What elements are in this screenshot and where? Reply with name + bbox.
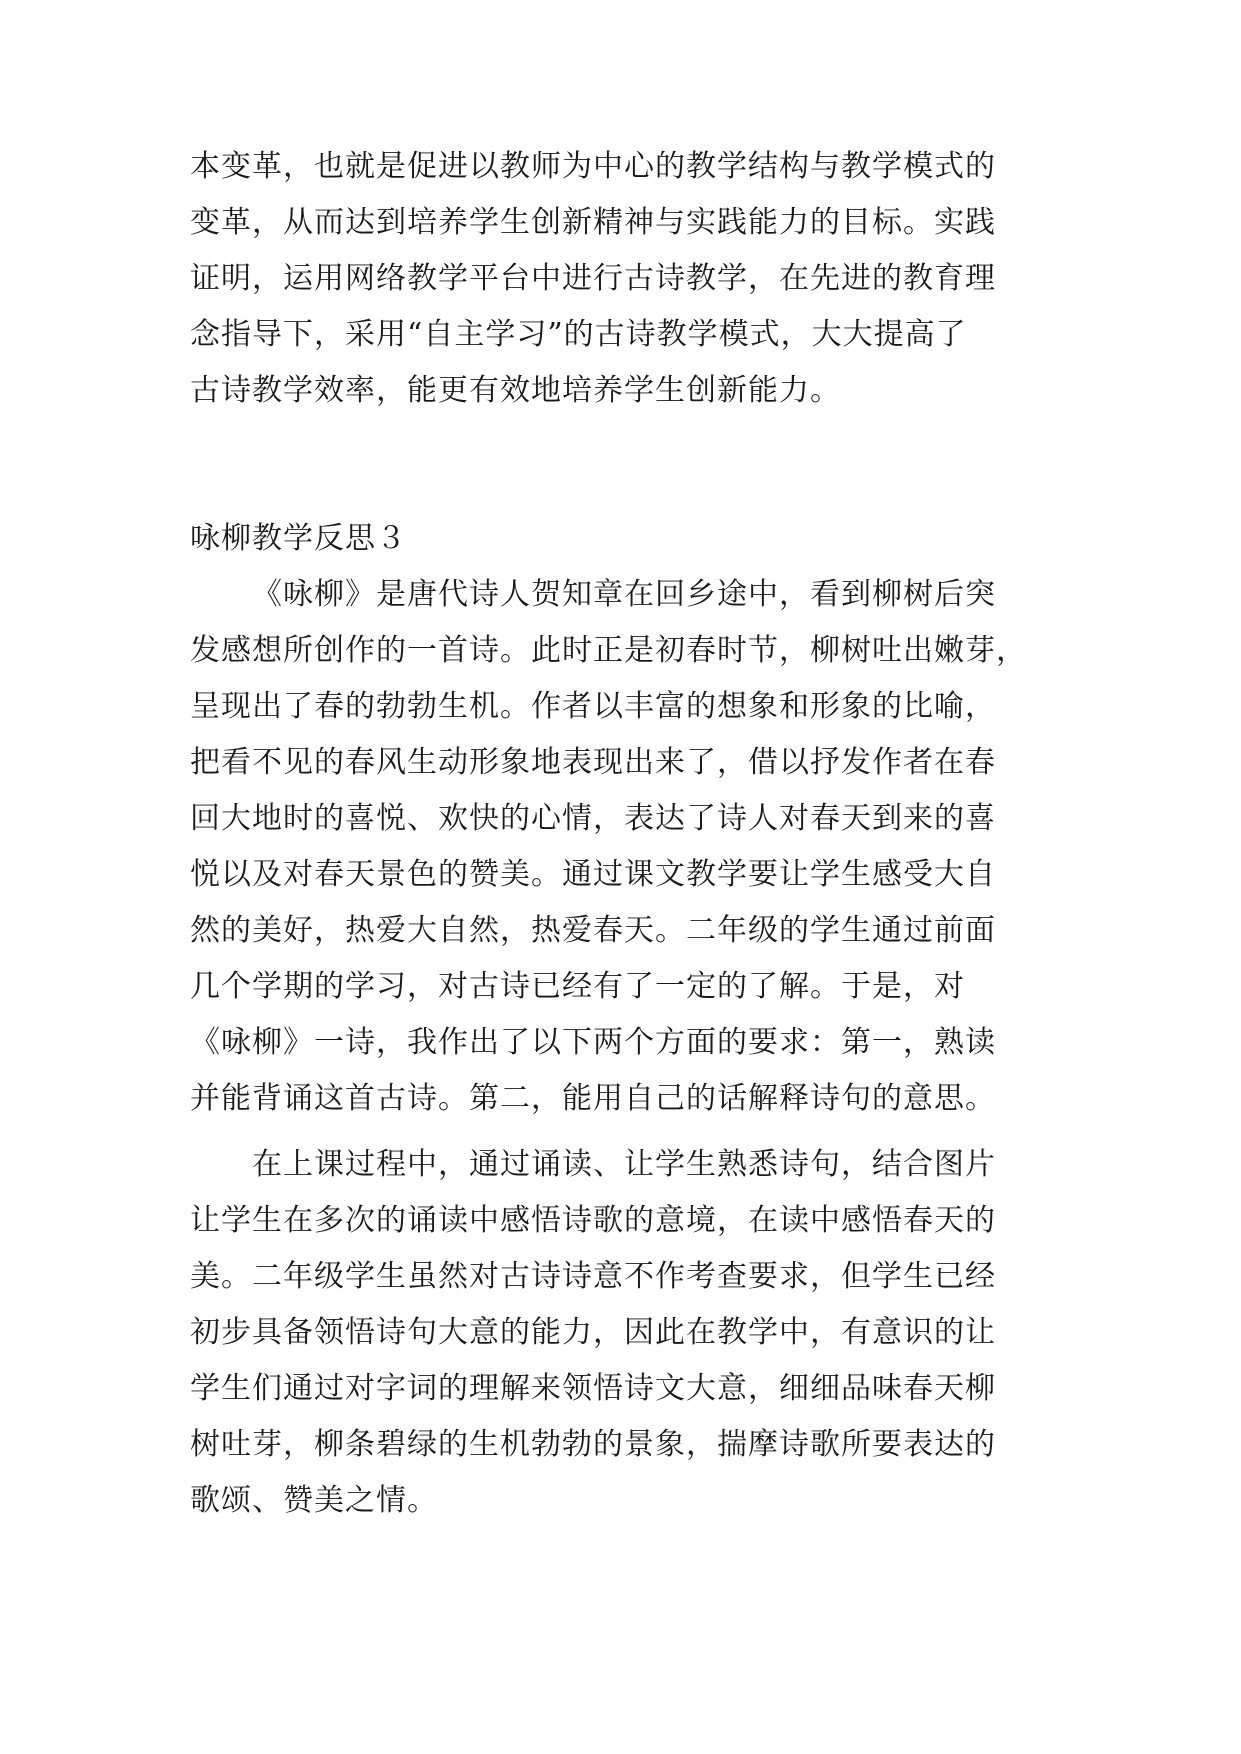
body-text-line: 让学生在多次的诵读中感悟诗歌的意境，在读中感悟春天的 [190, 1203, 996, 1238]
paragraph-first-line: 《咏柳》是唐代诗人贺知章在回乡途中，看到柳树后突 [252, 577, 996, 612]
body-text-line: 呈现出了春的勃勃生机。作者以丰富的想象和形象的比喻， [190, 689, 996, 724]
paragraph-first-line: 在上课过程中，通过诵读、让学生熟悉诗句，结合图片 [252, 1147, 996, 1182]
body-text-line: 《咏柳》一诗，我作出了以下两个方面的要求：第一，熟读 [190, 1025, 996, 1060]
body-text-line: 并能背诵这首古诗。第二，能用自己的话解释诗句的意思。 [190, 1081, 996, 1116]
body-text-line: 美。二年级学生虽然对古诗诗意不作考查要求，但学生已经 [190, 1259, 996, 1294]
body-text-line: 证明，运用网络教学平台中进行古诗教学，在先进的教育理 [190, 261, 996, 296]
body-text-line: 几个学期的学习，对古诗已经有了一定的了解。于是，对 [190, 969, 965, 1004]
body-text-line: 发感想所创作的一首诗。此时正是初春时节，柳树吐出嫩芽， [190, 633, 1027, 668]
body-text-line: 悦以及对春天景色的赞美。通过课文教学要让学生感受大自 [190, 857, 996, 892]
body-text-line: 然的美好，热爱大自然，热爱春天。二年级的学生通过前面 [190, 913, 996, 948]
body-text-line: 古诗教学效率，能更有效地培养学生创新能力。 [190, 373, 841, 408]
body-text-line: 歌颂、赞美之情。 [190, 1483, 438, 1518]
body-text-line: 树吐芽，柳条碧绿的生机勃勃的景象，揣摩诗歌所要表达的 [190, 1427, 996, 1462]
body-text-line: 变革，从而达到培养学生创新精神与实践能力的目标。实践 [190, 205, 996, 240]
body-text-line: 念指导下，采用“自主学习”的古诗教学模式，大大提高了 [190, 317, 967, 352]
section-title: 咏柳教学反思３ [190, 521, 407, 556]
body-text-line: 回大地时的喜悦、欢快的心情，表达了诗人对春天到来的喜 [190, 801, 996, 836]
body-text-line: 学生们通过对字词的理解来领悟诗文大意，细细品味春天柳 [190, 1371, 996, 1406]
body-text-line: 把看不见的春风生动形象地表现出来了，借以抒发作者在春 [190, 745, 996, 780]
body-text-line: 本变革，也就是促进以教师为中心的教学结构与教学模式的 [190, 149, 996, 184]
body-text-line: 初步具备领悟诗句大意的能力，因此在教学中，有意识的让 [190, 1315, 996, 1350]
